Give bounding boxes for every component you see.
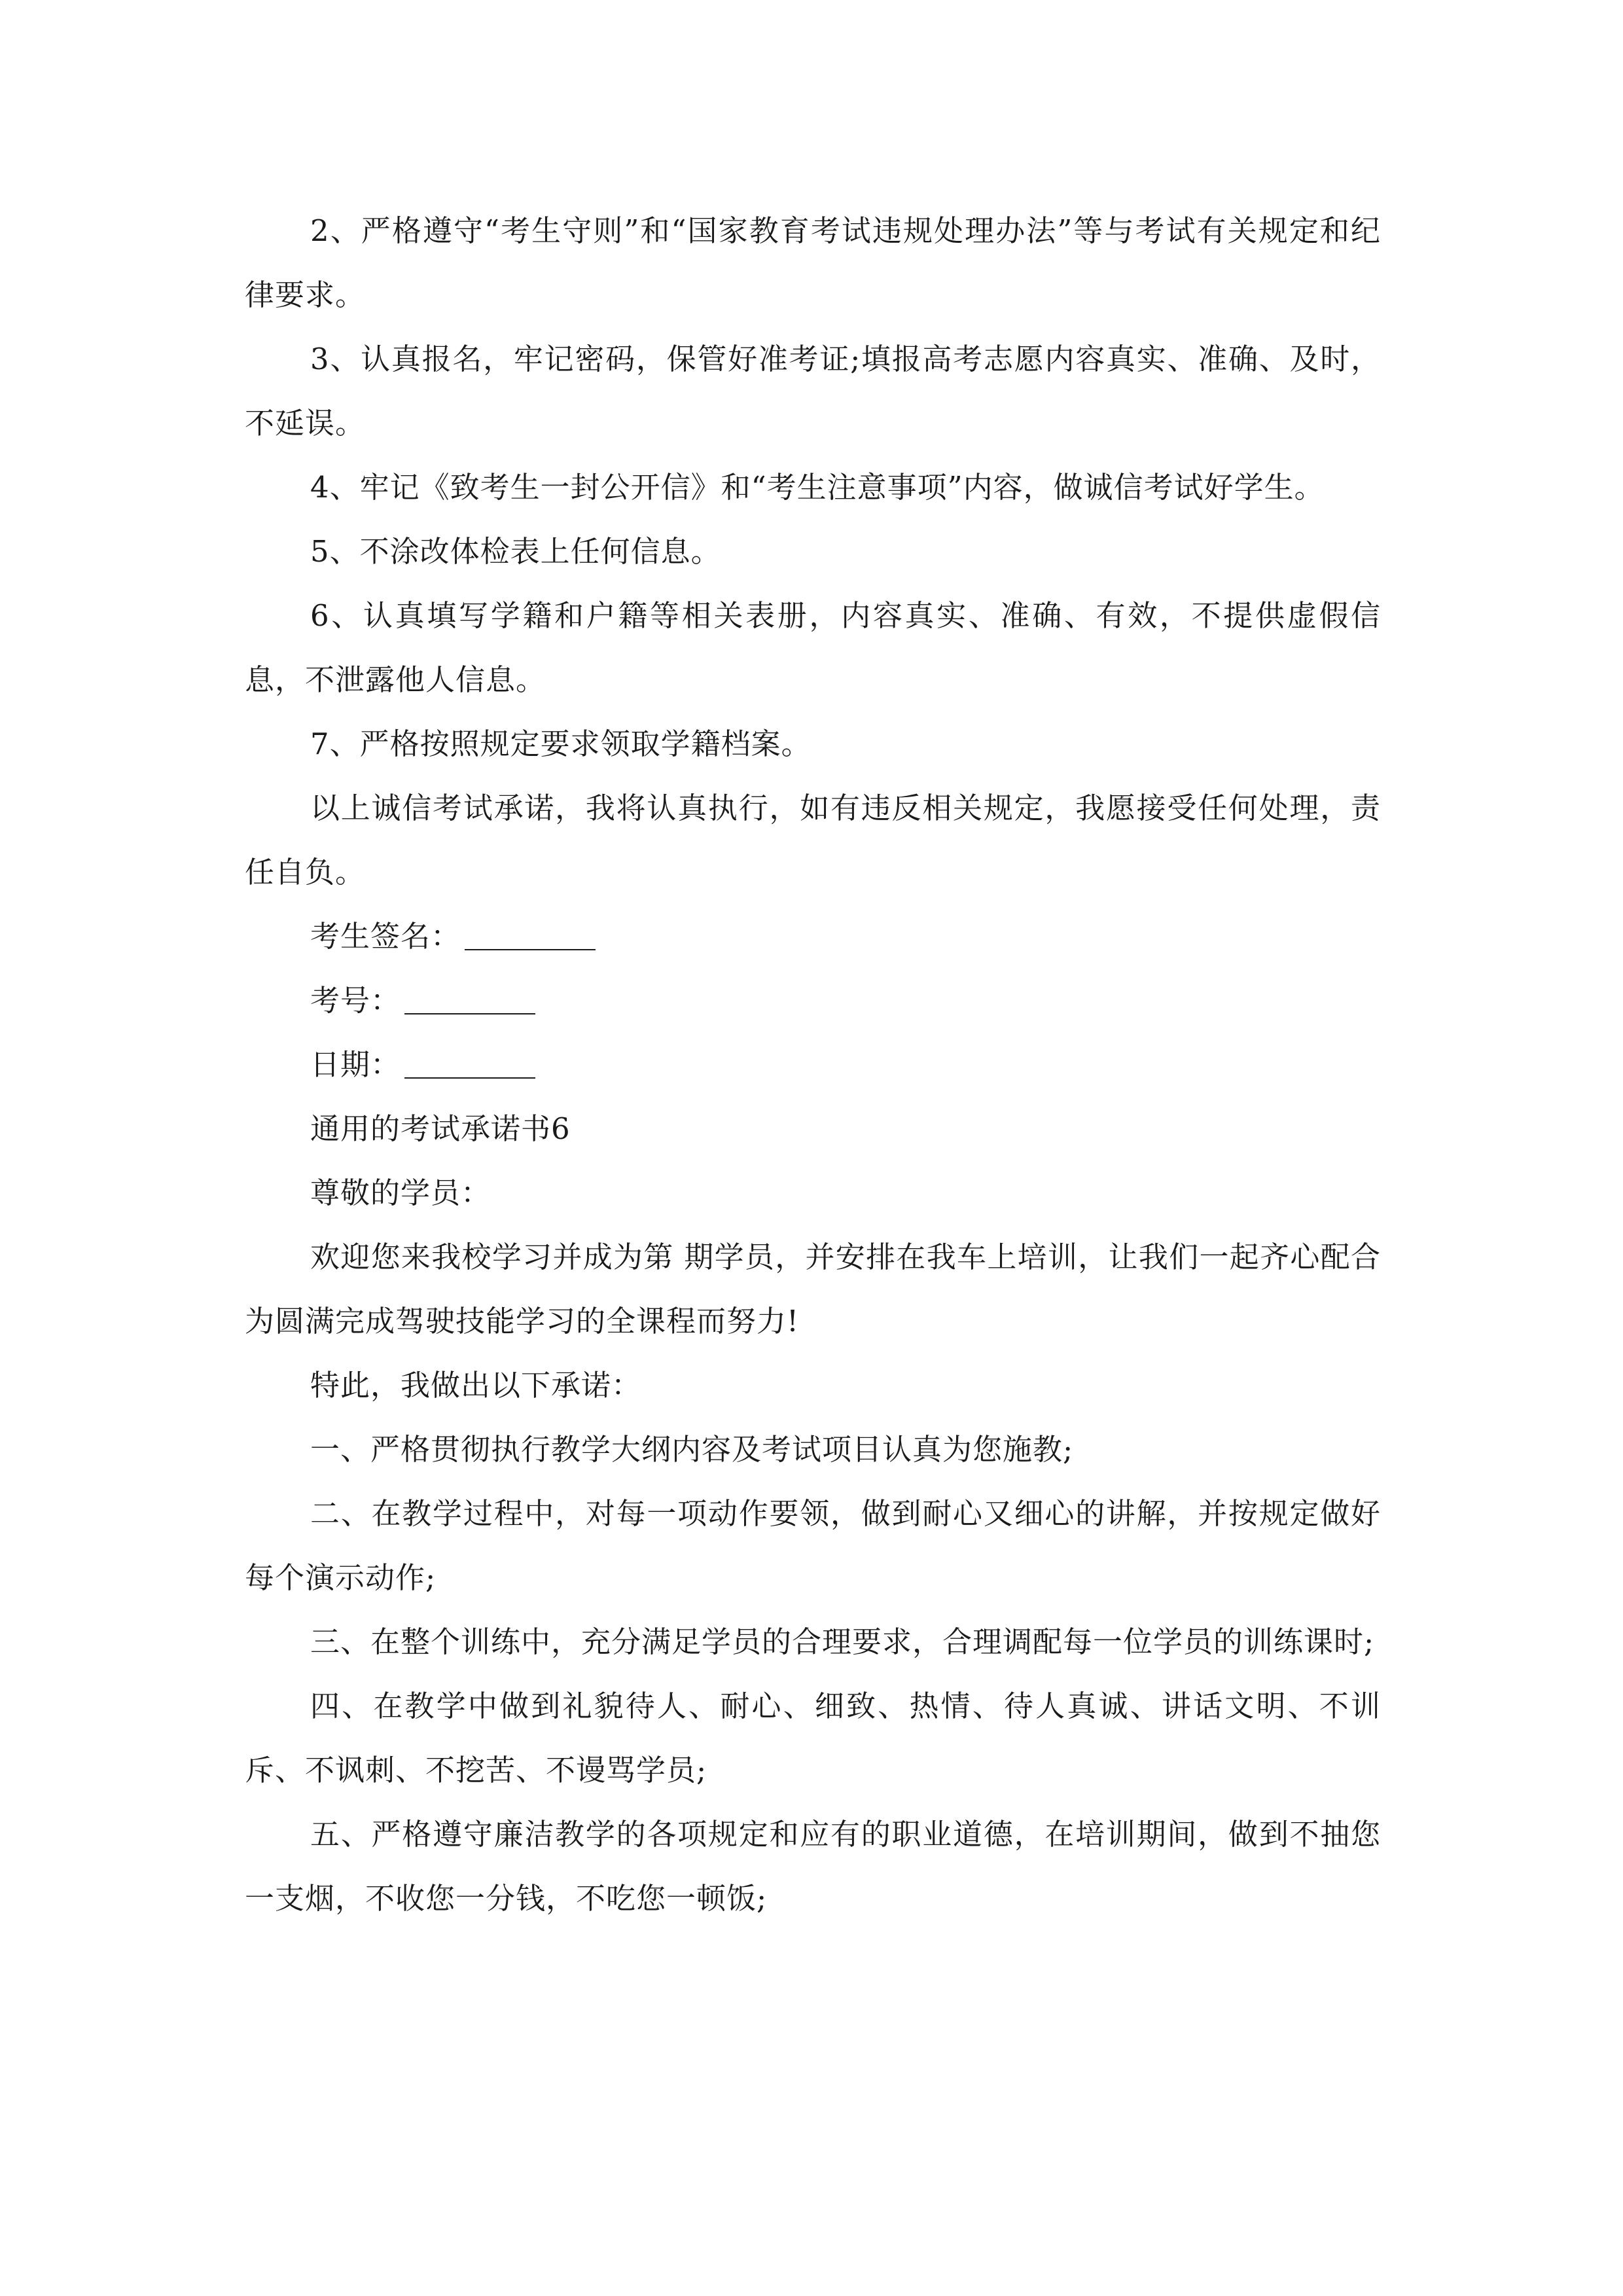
exam-number-blank-line — [404, 987, 535, 1014]
paragraph-commitment-1: 一、严格贯彻执行教学大纲内容及考试项目认真为您施教; — [310, 1432, 1074, 1467]
paragraph-welcome: 欢迎您来我校学习并成为第 期学员，并安排在我车上培训，让我们一起齐心配合为圆满完成驾驶技能学习的全课程而努力! — [245, 1240, 1381, 1338]
paragraph-rule-4: 4、牢记《致考生一封公开信》和“考生注意事项”内容，做诚信考试好学生。 — [310, 470, 1325, 505]
section-title: 通用的考试承诺书6 — [310, 1111, 571, 1146]
date-field — [245, 1033, 1381, 1097]
paragraph-commitment-3: 三、在整个训练中，充分满足学员的合理要求，合理调配每一位学员的训练课时; — [310, 1624, 1375, 1659]
paragraph-rule-2: 2、严格遵守“考生守则”和“国家教育考试违规处理办法”等与考试有关规定和纪律要求。 — [245, 213, 1381, 312]
paragraph-commitment-5: 五、严格遵守廉洁教学的各项规定和应有的职业道德，在培训期间，做到不抽您一支烟，不收您一分钱，不吃您一顿饭; — [245, 1817, 1381, 1916]
salutation: 尊敬的学员： — [310, 1175, 491, 1210]
paragraph-declaration: 特此，我做出以下承诺： — [310, 1368, 642, 1403]
paragraph-commitment-2: 二、在教学过程中，对每一项动作要领，做到耐心又细心的讲解，并按规定做好每个演示动作; — [245, 1496, 1381, 1595]
paragraph-pledge-statement: 以上诚信考试承诺，我将认真执行，如有违反相关规定，我愿接受任何处理，责任自负。 — [245, 791, 1381, 889]
paragraph-rule-5: 5、不涂改体检表上任何信息。 — [310, 534, 721, 569]
signature-blank-line — [465, 923, 596, 950]
document-body — [245, 199, 1381, 1931]
paragraph-rule-3: 3、认真报名，牢记密码，保管好准考证;填报高考志愿内容真实、准确、及时，不延误。 — [245, 342, 1381, 440]
date-label: 日期： — [310, 1047, 401, 1082]
signature-field — [245, 905, 1381, 969]
paragraph-rule-7: 7、严格按照规定要求领取学籍档案。 — [310, 726, 812, 761]
paragraph-rule-6: 6、认真填写学籍和户籍等相关表册，内容真实、准确、有效，不提供虚假信息，不泄露他人信息。 — [245, 598, 1381, 697]
paragraph-commitment-4: 四、在教学中做到礼貌待人、耐心、细致、热情、待人真诚、讲话文明、不训斥、不讽刺、不挖苦、不谩骂学员; — [245, 1689, 1381, 1787]
date-blank-line — [404, 1051, 535, 1079]
signature-label: 考生签名： — [310, 919, 461, 954]
exam-number-label: 考号： — [310, 983, 401, 1018]
exam-number-field — [245, 969, 1381, 1033]
